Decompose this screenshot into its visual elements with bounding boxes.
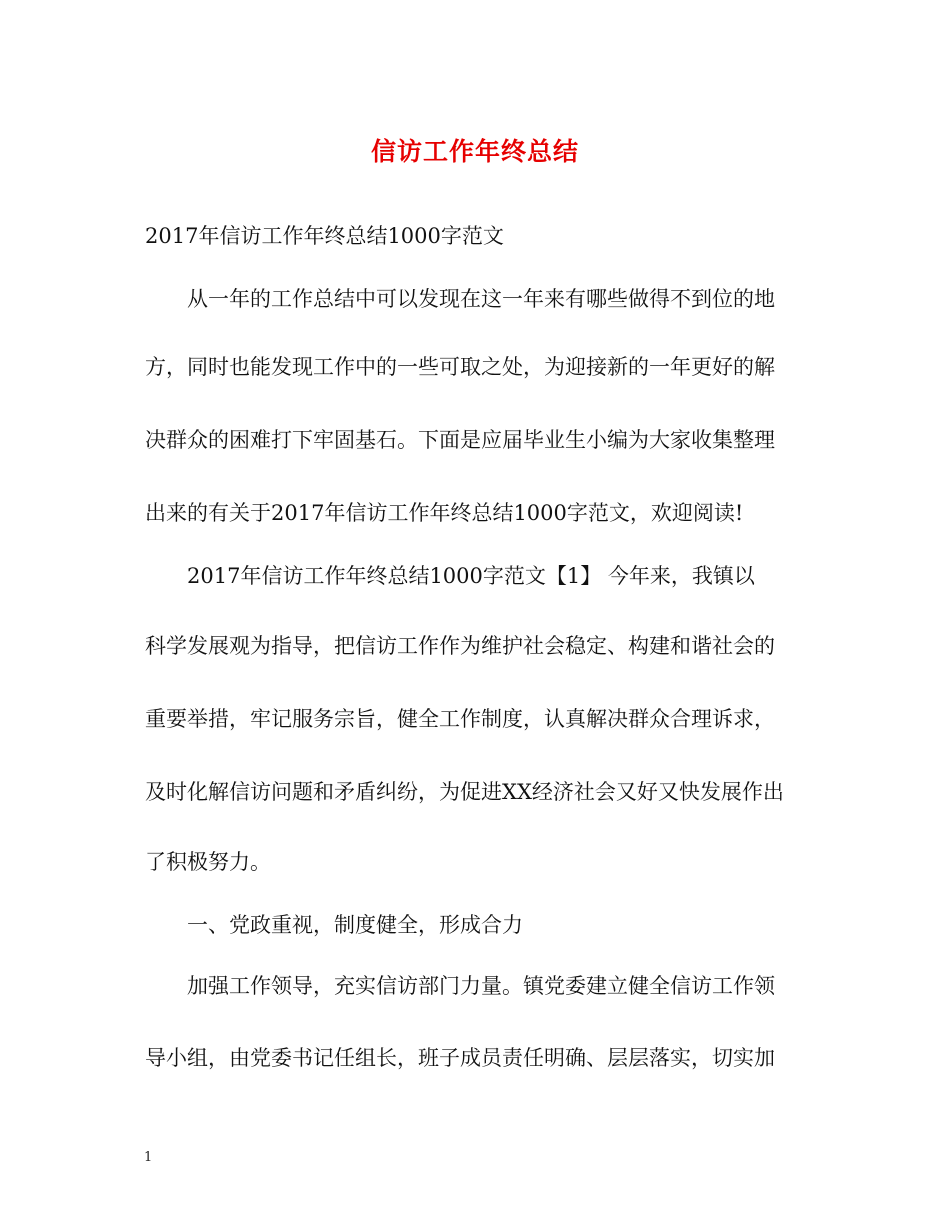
paragraph-line: 2017年信访工作年终总结1000字范文【1】 今年来，我镇以 (187, 564, 755, 588)
paragraph-line: 决群众的困难打下牢固基石。下面是应届毕业生小编为大家收集整理 (145, 428, 775, 452)
section-heading: 一、党政重视，制度健全，形成合力 (187, 913, 523, 937)
subtitle-line: 2017年信访工作年终总结1000字范文 (145, 224, 504, 248)
paragraph-line: 出来的有关于2017年信访工作年终总结1000字范文，欢迎阅读! (145, 501, 744, 525)
paragraph-line: 导小组，由党委书记任组长，班子成员责任明确、层层落实，切实加 (145, 1046, 775, 1070)
paragraph-line: 科学发展观为指导，把信访工作作为维护社会稳定、构建和谐社会的 (145, 634, 775, 658)
paragraph-line: 加强工作领导，充实信访部门力量。镇党委建立健全信访工作领 (187, 974, 775, 998)
paragraph-line: 及时化解信访问题和矛盾纠纷，为促进XX经济社会又好又快发展作出 (145, 780, 784, 804)
paragraph-line: 从一年的工作总结中可以发现在这一年来有哪些做得不到位的地 (187, 287, 775, 311)
page-number: 1 (144, 1150, 153, 1165)
paragraph-line: 重要举措，牢记服务宗旨，健全工作制度，认真解决群众合理诉求， (145, 707, 775, 731)
document-title: 信访工作年终总结 (370, 137, 579, 166)
paragraph-line: 方，同时也能发现工作中的一些可取之处，为迎接新的一年更好的解 (145, 355, 775, 379)
paragraph-line: 了积极努力。 (145, 850, 271, 874)
